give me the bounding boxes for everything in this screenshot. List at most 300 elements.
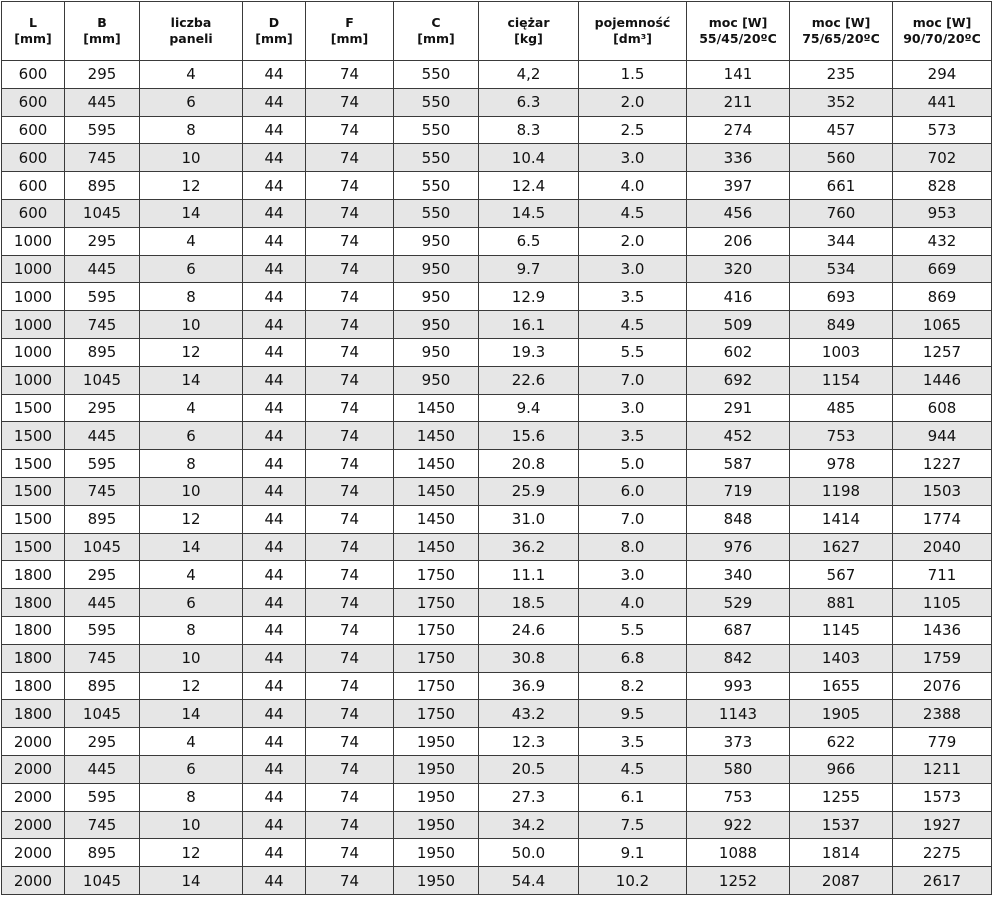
table-cell: 760 bbox=[790, 199, 893, 227]
table-cell: 16.1 bbox=[479, 311, 579, 339]
table-cell: 9.5 bbox=[579, 700, 687, 728]
table-cell: 44 bbox=[243, 366, 306, 394]
table-cell: 3.0 bbox=[579, 561, 687, 589]
table-cell: 6.3 bbox=[479, 88, 579, 116]
column-header-unit: [kg] bbox=[514, 31, 543, 46]
table-cell: 702 bbox=[893, 144, 992, 172]
column-header-name: ciężar bbox=[507, 15, 550, 30]
table-cell: 3.5 bbox=[579, 422, 687, 450]
table-cell: 587 bbox=[687, 450, 790, 478]
table-cell: 1800 bbox=[2, 672, 65, 700]
table-cell: 622 bbox=[790, 728, 893, 756]
table-cell: 1950 bbox=[394, 783, 479, 811]
table-row bbox=[2, 283, 992, 311]
table-cell: 595 bbox=[65, 116, 140, 144]
table-cell: 457 bbox=[790, 116, 893, 144]
table-cell: 745 bbox=[65, 811, 140, 839]
table-row bbox=[2, 227, 992, 255]
table-cell: 1503 bbox=[893, 477, 992, 505]
table-cell: 1750 bbox=[394, 700, 479, 728]
column-header bbox=[65, 2, 140, 61]
table-cell: 44 bbox=[243, 867, 306, 895]
table-cell: 4 bbox=[140, 61, 243, 89]
table-cell: 74 bbox=[306, 561, 394, 589]
table-cell: 74 bbox=[306, 394, 394, 422]
column-header-unit: [mm] bbox=[14, 31, 52, 46]
table-cell: 950 bbox=[394, 283, 479, 311]
table-cell: 14 bbox=[140, 700, 243, 728]
table-cell: 1045 bbox=[65, 533, 140, 561]
table-row bbox=[2, 533, 992, 561]
table-cell: 534 bbox=[790, 255, 893, 283]
table-cell: 44 bbox=[243, 199, 306, 227]
column-header-unit: [mm] bbox=[330, 31, 369, 46]
table-cell: 600 bbox=[2, 199, 65, 227]
table-cell: 848 bbox=[687, 505, 790, 533]
table-cell: 950 bbox=[394, 311, 479, 339]
table-cell: 745 bbox=[65, 477, 140, 505]
table-cell: 1800 bbox=[2, 561, 65, 589]
table-cell: 8 bbox=[140, 450, 243, 478]
table-cell: 595 bbox=[65, 616, 140, 644]
table-row bbox=[2, 61, 992, 89]
table-cell: 44 bbox=[243, 755, 306, 783]
table-row bbox=[2, 589, 992, 617]
table-cell: 74 bbox=[306, 644, 394, 672]
table-cell: 1500 bbox=[2, 394, 65, 422]
table-cell: 74 bbox=[306, 867, 394, 895]
table-cell: 8 bbox=[140, 616, 243, 644]
table-cell: 753 bbox=[687, 783, 790, 811]
table-row bbox=[2, 338, 992, 366]
table-cell: 22.6 bbox=[479, 366, 579, 394]
table-cell: 74 bbox=[306, 811, 394, 839]
table-cell: 74 bbox=[306, 338, 394, 366]
table-cell: 54.4 bbox=[479, 867, 579, 895]
column-header-name: L bbox=[29, 15, 37, 30]
table-cell: 2000 bbox=[2, 728, 65, 756]
table-row bbox=[2, 88, 992, 116]
table-cell: 2000 bbox=[2, 755, 65, 783]
table-cell: 44 bbox=[243, 88, 306, 116]
table-cell: 9.4 bbox=[479, 394, 579, 422]
table-cell: 4 bbox=[140, 394, 243, 422]
table-cell: 6.8 bbox=[579, 644, 687, 672]
table-cell: 1414 bbox=[790, 505, 893, 533]
table-cell: 74 bbox=[306, 783, 394, 811]
table-cell: 661 bbox=[790, 172, 893, 200]
table-cell: 9.7 bbox=[479, 255, 579, 283]
column-header-name: moc [W] bbox=[708, 15, 768, 30]
table-row bbox=[2, 728, 992, 756]
table-cell: 895 bbox=[65, 338, 140, 366]
table-cell: 1198 bbox=[790, 477, 893, 505]
table-cell: 44 bbox=[243, 144, 306, 172]
table-cell: 340 bbox=[687, 561, 790, 589]
table-cell: 295 bbox=[65, 561, 140, 589]
table-cell: 1000 bbox=[2, 255, 65, 283]
table-cell: 74 bbox=[306, 589, 394, 617]
table-cell: 2040 bbox=[893, 533, 992, 561]
table-cell: 1450 bbox=[394, 505, 479, 533]
table-cell: 12.4 bbox=[479, 172, 579, 200]
table-cell: 895 bbox=[65, 172, 140, 200]
table-cell: 12 bbox=[140, 338, 243, 366]
column-header-unit: [dm³] bbox=[613, 31, 652, 46]
table-cell: 4.5 bbox=[579, 311, 687, 339]
table-cell: 1774 bbox=[893, 505, 992, 533]
table-cell: 27.3 bbox=[479, 783, 579, 811]
table-cell: 441 bbox=[893, 88, 992, 116]
table-cell: 966 bbox=[790, 755, 893, 783]
table-cell: 1450 bbox=[394, 450, 479, 478]
table-cell: 1450 bbox=[394, 394, 479, 422]
table-cell: 295 bbox=[65, 394, 140, 422]
table-cell: 8 bbox=[140, 116, 243, 144]
table-header bbox=[2, 2, 992, 61]
table-cell: 2087 bbox=[790, 867, 893, 895]
table-cell: 4.0 bbox=[579, 172, 687, 200]
table-row bbox=[2, 839, 992, 867]
table-cell: 950 bbox=[394, 227, 479, 255]
table-cell: 1627 bbox=[790, 533, 893, 561]
table-cell: 24.6 bbox=[479, 616, 579, 644]
table-cell: 8 bbox=[140, 283, 243, 311]
table-cell: 74 bbox=[306, 227, 394, 255]
table-cell: 608 bbox=[893, 394, 992, 422]
table-cell: 6 bbox=[140, 589, 243, 617]
table-cell: 6.0 bbox=[579, 477, 687, 505]
table-cell: 206 bbox=[687, 227, 790, 255]
table-cell: 7.0 bbox=[579, 505, 687, 533]
table-cell: 74 bbox=[306, 477, 394, 505]
table-cell: 44 bbox=[243, 644, 306, 672]
table-cell: 4,2 bbox=[479, 61, 579, 89]
table-cell: 1143 bbox=[687, 700, 790, 728]
table-cell: 74 bbox=[306, 88, 394, 116]
table-cell: 44 bbox=[243, 172, 306, 200]
table-row bbox=[2, 672, 992, 700]
table-cell: 950 bbox=[394, 255, 479, 283]
table-cell: 1500 bbox=[2, 422, 65, 450]
table-cell: 1905 bbox=[790, 700, 893, 728]
table-cell: 456 bbox=[687, 199, 790, 227]
table-cell: 895 bbox=[65, 839, 140, 867]
table-cell: 4 bbox=[140, 227, 243, 255]
table-cell: 34.2 bbox=[479, 811, 579, 839]
table-cell: 19.3 bbox=[479, 338, 579, 366]
table-cell: 6 bbox=[140, 88, 243, 116]
header-row bbox=[2, 2, 992, 61]
table-cell: 74 bbox=[306, 199, 394, 227]
table-cell: 3.0 bbox=[579, 394, 687, 422]
table-cell: 580 bbox=[687, 755, 790, 783]
table-cell: 2000 bbox=[2, 867, 65, 895]
column-header bbox=[893, 2, 992, 61]
table-cell: 74 bbox=[306, 505, 394, 533]
table-row bbox=[2, 867, 992, 895]
table-cell: 12 bbox=[140, 172, 243, 200]
table-cell: 10 bbox=[140, 311, 243, 339]
radiator-spec-table bbox=[1, 1, 992, 895]
table-cell: 44 bbox=[243, 283, 306, 311]
table-cell: 9.1 bbox=[579, 839, 687, 867]
table-cell: 4 bbox=[140, 728, 243, 756]
table-cell: 445 bbox=[65, 422, 140, 450]
table-cell: 12 bbox=[140, 839, 243, 867]
table-cell: 294 bbox=[893, 61, 992, 89]
table-cell: 1045 bbox=[65, 867, 140, 895]
table-cell: 74 bbox=[306, 144, 394, 172]
table-cell: 1750 bbox=[394, 644, 479, 672]
table-cell: 1500 bbox=[2, 450, 65, 478]
table-cell: 6 bbox=[140, 422, 243, 450]
table-cell: 895 bbox=[65, 672, 140, 700]
table-cell: 595 bbox=[65, 783, 140, 811]
table-cell: 849 bbox=[790, 311, 893, 339]
table-cell: 7.0 bbox=[579, 366, 687, 394]
table-cell: 895 bbox=[65, 505, 140, 533]
table-cell: 950 bbox=[394, 366, 479, 394]
column-header bbox=[140, 2, 243, 61]
column-header-unit: paneli bbox=[169, 31, 213, 46]
table-cell: 74 bbox=[306, 61, 394, 89]
table-cell: 10 bbox=[140, 144, 243, 172]
table-cell: 10.4 bbox=[479, 144, 579, 172]
table-cell: 600 bbox=[2, 144, 65, 172]
table-cell: 550 bbox=[394, 61, 479, 89]
table-cell: 352 bbox=[790, 88, 893, 116]
table-cell: 1045 bbox=[65, 199, 140, 227]
table-cell: 567 bbox=[790, 561, 893, 589]
table-cell: 1950 bbox=[394, 867, 479, 895]
table-cell: 211 bbox=[687, 88, 790, 116]
table-cell: 36.2 bbox=[479, 533, 579, 561]
table-row bbox=[2, 450, 992, 478]
table-cell: 14 bbox=[140, 366, 243, 394]
table-cell: 14.5 bbox=[479, 199, 579, 227]
table-row bbox=[2, 144, 992, 172]
table-cell: 1750 bbox=[394, 672, 479, 700]
table-cell: 2000 bbox=[2, 839, 65, 867]
table-cell: 1450 bbox=[394, 477, 479, 505]
column-header bbox=[2, 2, 65, 61]
column-header-name: C bbox=[431, 15, 441, 30]
column-header bbox=[687, 2, 790, 61]
table-cell: 550 bbox=[394, 172, 479, 200]
table-cell: 18.5 bbox=[479, 589, 579, 617]
table-cell: 25.9 bbox=[479, 477, 579, 505]
table-cell: 14 bbox=[140, 199, 243, 227]
column-header bbox=[790, 2, 893, 61]
table-cell: 235 bbox=[790, 61, 893, 89]
table-cell: 12 bbox=[140, 505, 243, 533]
table-cell: 44 bbox=[243, 311, 306, 339]
table-cell: 529 bbox=[687, 589, 790, 617]
table-cell: 1.5 bbox=[579, 61, 687, 89]
column-header-unit: 90/70/20ºC bbox=[903, 31, 981, 46]
table-cell: 881 bbox=[790, 589, 893, 617]
table-cell: 10 bbox=[140, 477, 243, 505]
table-cell: 1257 bbox=[893, 338, 992, 366]
column-header bbox=[479, 2, 579, 61]
column-header-name: moc [W] bbox=[811, 15, 871, 30]
table-cell: 485 bbox=[790, 394, 893, 422]
table-cell: 2617 bbox=[893, 867, 992, 895]
table-cell: 291 bbox=[687, 394, 790, 422]
table-cell: 74 bbox=[306, 616, 394, 644]
table-cell: 1759 bbox=[893, 644, 992, 672]
table-cell: 44 bbox=[243, 227, 306, 255]
table-cell: 2275 bbox=[893, 839, 992, 867]
table-cell: 2388 bbox=[893, 700, 992, 728]
table-cell: 397 bbox=[687, 172, 790, 200]
table-cell: 44 bbox=[243, 394, 306, 422]
table-cell: 1750 bbox=[394, 616, 479, 644]
table-cell: 550 bbox=[394, 88, 479, 116]
table-cell: 1950 bbox=[394, 839, 479, 867]
table-cell: 779 bbox=[893, 728, 992, 756]
table-cell: 14 bbox=[140, 533, 243, 561]
column-header-name: D bbox=[268, 15, 280, 30]
table-cell: 1000 bbox=[2, 227, 65, 255]
table-row bbox=[2, 311, 992, 339]
table-cell: 1800 bbox=[2, 700, 65, 728]
table-cell: 842 bbox=[687, 644, 790, 672]
table-cell: 976 bbox=[687, 533, 790, 561]
table-cell: 74 bbox=[306, 533, 394, 561]
table-cell: 1927 bbox=[893, 811, 992, 839]
table-cell: 336 bbox=[687, 144, 790, 172]
table-cell: 2076 bbox=[893, 672, 992, 700]
table-cell: 550 bbox=[394, 144, 479, 172]
table-row bbox=[2, 505, 992, 533]
table-cell: 43.2 bbox=[479, 700, 579, 728]
table-cell: 74 bbox=[306, 422, 394, 450]
table-cell: 2.0 bbox=[579, 227, 687, 255]
table-cell: 44 bbox=[243, 616, 306, 644]
table-cell: 10 bbox=[140, 644, 243, 672]
table-cell: 1573 bbox=[893, 783, 992, 811]
table-cell: 1800 bbox=[2, 644, 65, 672]
table-cell: 44 bbox=[243, 338, 306, 366]
table-cell: 12.3 bbox=[479, 728, 579, 756]
table-cell: 416 bbox=[687, 283, 790, 311]
table-cell: 6.1 bbox=[579, 783, 687, 811]
table-cell: 1000 bbox=[2, 283, 65, 311]
table-cell: 595 bbox=[65, 450, 140, 478]
table-cell: 1000 bbox=[2, 311, 65, 339]
table-cell: 1750 bbox=[394, 561, 479, 589]
column-header-unit: 55/45/20ºC bbox=[699, 31, 777, 46]
column-header-unit: [mm] bbox=[255, 31, 293, 46]
table-cell: 10.2 bbox=[579, 867, 687, 895]
table-cell: 445 bbox=[65, 755, 140, 783]
table-cell: 452 bbox=[687, 422, 790, 450]
table-cell: 711 bbox=[893, 561, 992, 589]
table-cell: 44 bbox=[243, 116, 306, 144]
table-cell: 693 bbox=[790, 283, 893, 311]
table-cell: 445 bbox=[65, 88, 140, 116]
table-cell: 4.5 bbox=[579, 199, 687, 227]
table-cell: 1045 bbox=[65, 366, 140, 394]
table-cell: 1045 bbox=[65, 700, 140, 728]
table-cell: 2000 bbox=[2, 811, 65, 839]
table-cell: 602 bbox=[687, 338, 790, 366]
table-row bbox=[2, 172, 992, 200]
table-cell: 745 bbox=[65, 311, 140, 339]
table-cell: 20.5 bbox=[479, 755, 579, 783]
table-cell: 8.0 bbox=[579, 533, 687, 561]
table-cell: 12.9 bbox=[479, 283, 579, 311]
table-cell: 3.0 bbox=[579, 144, 687, 172]
table-body bbox=[2, 61, 992, 895]
column-header bbox=[579, 2, 687, 61]
table-cell: 74 bbox=[306, 283, 394, 311]
table-cell: 922 bbox=[687, 811, 790, 839]
table-cell: 1211 bbox=[893, 755, 992, 783]
table-cell: 1446 bbox=[893, 366, 992, 394]
column-header-name: liczba bbox=[170, 15, 212, 30]
table-cell: 950 bbox=[394, 338, 479, 366]
table-row bbox=[2, 477, 992, 505]
table-cell: 1950 bbox=[394, 728, 479, 756]
table-cell: 1255 bbox=[790, 783, 893, 811]
table-cell: 274 bbox=[687, 116, 790, 144]
table-cell: 5.5 bbox=[579, 616, 687, 644]
table-cell: 560 bbox=[790, 144, 893, 172]
table-row bbox=[2, 561, 992, 589]
table-cell: 1655 bbox=[790, 672, 893, 700]
table-cell: 44 bbox=[243, 561, 306, 589]
table-cell: 15.6 bbox=[479, 422, 579, 450]
table-cell: 44 bbox=[243, 477, 306, 505]
table-cell: 595 bbox=[65, 283, 140, 311]
table-row bbox=[2, 422, 992, 450]
table-cell: 10 bbox=[140, 811, 243, 839]
table-cell: 1252 bbox=[687, 867, 790, 895]
table-cell: 4 bbox=[140, 561, 243, 589]
table-cell: 8.3 bbox=[479, 116, 579, 144]
table-cell: 550 bbox=[394, 199, 479, 227]
table-cell: 5.0 bbox=[579, 450, 687, 478]
table-cell: 3.0 bbox=[579, 255, 687, 283]
table-cell: 2.5 bbox=[579, 116, 687, 144]
table-cell: 600 bbox=[2, 172, 65, 200]
table-row bbox=[2, 255, 992, 283]
table-row bbox=[2, 394, 992, 422]
table-cell: 30.8 bbox=[479, 644, 579, 672]
table-cell: 1065 bbox=[893, 311, 992, 339]
table-cell: 8 bbox=[140, 783, 243, 811]
table-cell: 44 bbox=[243, 533, 306, 561]
table-row bbox=[2, 116, 992, 144]
table-cell: 944 bbox=[893, 422, 992, 450]
table-cell: 1800 bbox=[2, 589, 65, 617]
table-cell: 4.0 bbox=[579, 589, 687, 617]
table-cell: 1000 bbox=[2, 338, 65, 366]
table-row bbox=[2, 199, 992, 227]
table-cell: 550 bbox=[394, 116, 479, 144]
column-header bbox=[306, 2, 394, 61]
table-cell: 1003 bbox=[790, 338, 893, 366]
table-cell: 44 bbox=[243, 700, 306, 728]
table-cell: 6 bbox=[140, 755, 243, 783]
table-cell: 953 bbox=[893, 199, 992, 227]
column-header-name: pojemność bbox=[594, 15, 671, 30]
table-cell: 1145 bbox=[790, 616, 893, 644]
table-cell: 74 bbox=[306, 728, 394, 756]
